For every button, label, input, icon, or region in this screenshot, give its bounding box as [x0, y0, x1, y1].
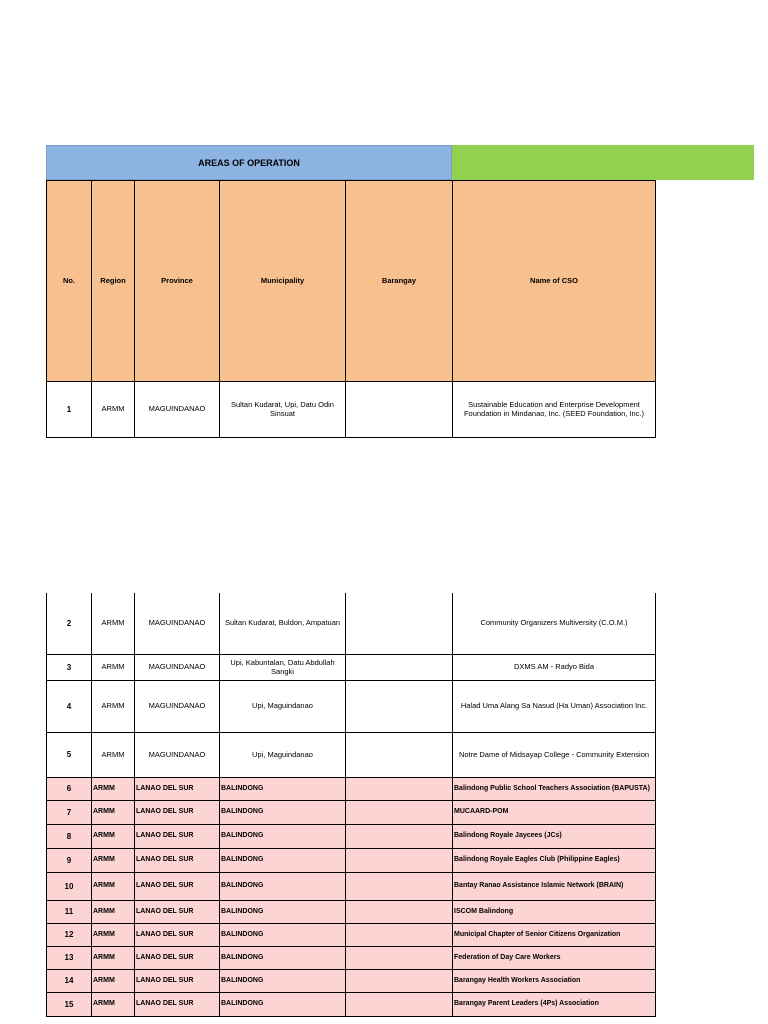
header-municipality: Municipality: [219, 180, 346, 382]
cell-province: LANAO DEL SUR: [134, 800, 220, 825]
cell-municipality: BALINDONG: [219, 848, 346, 873]
cell-barangay: [345, 872, 453, 901]
cell-cso: Balindong Royale Eagles Club (Philippine Eagles): [452, 848, 656, 873]
cell-region: ARMM: [91, 900, 135, 924]
cell-no: 12: [46, 923, 92, 947]
cell-municipality: BALINDONG: [219, 900, 346, 924]
cell-no: 8: [46, 824, 92, 849]
cell-no: 11: [46, 900, 92, 924]
cell-province: LANAO DEL SUR: [134, 900, 220, 924]
header-region: Region: [91, 180, 135, 382]
cell-municipality: BALINDONG: [219, 969, 346, 993]
cell-cso: MUCAARD-POM: [452, 800, 656, 825]
cell-region: ARMM: [91, 992, 135, 1017]
cell-region: ARMM: [91, 923, 135, 947]
cell-municipality: BALINDONG: [219, 824, 346, 849]
page-break-mask: [45, 591, 658, 593]
cell-cso: Notre Dame of Midsayap College - Community Extension: [452, 732, 656, 778]
areas-of-operation-banner: [46, 145, 452, 180]
cell-province: LANAO DEL SUR: [134, 923, 220, 947]
green-banner: [452, 145, 754, 180]
cell-region: ARMM: [91, 654, 135, 681]
cell-region: ARMM: [91, 381, 135, 438]
cell-cso: DXMS AM - Radyo Bida: [452, 654, 656, 681]
cell-region: ARMM: [91, 872, 135, 901]
cell-no: 10: [46, 872, 92, 901]
cell-barangay: [345, 900, 453, 924]
cell-province: LANAO DEL SUR: [134, 824, 220, 849]
cell-region: ARMM: [91, 946, 135, 970]
cell-barangay: [345, 992, 453, 1017]
cell-no: 6: [46, 777, 92, 801]
cell-cso: Balindong Royale Jaycees (JCs): [452, 824, 656, 849]
cell-municipality: Sultan Kudarat, Upi, Datu Odin Sinsuat: [219, 381, 346, 438]
cell-municipality: BALINDONG: [219, 777, 346, 801]
cell-no: 15: [46, 992, 92, 1017]
header-province: Province: [134, 180, 220, 382]
cell-region: ARMM: [91, 800, 135, 825]
cell-cso: Sustainable Education and Enterprise Development Foundation in Mindanao, Inc. (SEED Foundation, Inc.): [452, 381, 656, 438]
cell-province: LANAO DEL SUR: [134, 872, 220, 901]
cell-cso: Municipal Chapter of Senior Citizens Organization: [452, 923, 656, 947]
cell-barangay: [345, 381, 453, 438]
cell-cso: Federation of Day Care Workers: [452, 946, 656, 970]
cell-cso: Community Organizers Multiversity (C.O.M.): [452, 592, 656, 655]
cell-municipality: BALINDONG: [219, 800, 346, 825]
cell-province: MAGUINDANAO: [134, 592, 220, 655]
cell-barangay: [345, 848, 453, 873]
header-no: No.: [46, 180, 92, 382]
cell-cso: Barangay Parent Leaders (4Ps) Association: [452, 992, 656, 1017]
cell-municipality: Sultan Kudarat, Buldon, Ampatuan: [219, 592, 346, 655]
cell-cso: Bantay Ranao Assistance Islamic Network (BRAIN): [452, 872, 656, 901]
cell-municipality: Upi, Maguindanao: [219, 680, 346, 733]
cell-barangay: [345, 923, 453, 947]
cell-province: MAGUINDANAO: [134, 654, 220, 681]
cell-municipality: BALINDONG: [219, 872, 346, 901]
cell-no: 3: [46, 654, 92, 681]
cell-barangay: [345, 680, 453, 733]
cell-no: 4: [46, 680, 92, 733]
cell-province: MAGUINDANAO: [134, 732, 220, 778]
cell-no: 5: [46, 732, 92, 778]
cell-region: ARMM: [91, 969, 135, 993]
cell-region: ARMM: [91, 680, 135, 733]
cell-region: ARMM: [91, 732, 135, 778]
cell-no: 14: [46, 969, 92, 993]
cell-region: ARMM: [91, 824, 135, 849]
cell-barangay: [345, 732, 453, 778]
cell-region: ARMM: [91, 777, 135, 801]
cell-barangay: [345, 654, 453, 681]
cell-province: LANAO DEL SUR: [134, 946, 220, 970]
cell-cso: ISCOM Balindong: [452, 900, 656, 924]
cell-province: LANAO DEL SUR: [134, 969, 220, 993]
cell-province: LANAO DEL SUR: [134, 848, 220, 873]
cell-municipality: BALINDONG: [219, 923, 346, 947]
cell-province: MAGUINDANAO: [134, 680, 220, 733]
cell-no: 13: [46, 946, 92, 970]
cell-barangay: [345, 946, 453, 970]
cell-province: MAGUINDANAO: [134, 381, 220, 438]
cell-barangay: [345, 969, 453, 993]
cell-cso: Barangay Health Workers Association: [452, 969, 656, 993]
banner-label: AREAS OF OPERATION: [198, 157, 300, 168]
cell-barangay: [345, 592, 453, 655]
header-barangay: Barangay: [345, 180, 453, 382]
header-cso: Name of CSO: [452, 180, 656, 382]
cell-region: ARMM: [91, 848, 135, 873]
cell-barangay: [345, 777, 453, 801]
cell-cso: Halad Uma Alang Sa Nasud (Ha Uman) Association Inc.: [452, 680, 656, 733]
cell-barangay: [345, 824, 453, 849]
cell-no: 2: [46, 592, 92, 655]
cell-no: 7: [46, 800, 92, 825]
cell-province: LANAO DEL SUR: [134, 992, 220, 1017]
cell-cso: Balindong Public School Teachers Association (BAPUSTA): [452, 777, 656, 801]
cell-no: 1: [46, 381, 92, 438]
cell-region: ARMM: [91, 592, 135, 655]
cell-province: LANAO DEL SUR: [134, 777, 220, 801]
cell-municipality: BALINDONG: [219, 946, 346, 970]
cell-no: 9: [46, 848, 92, 873]
cell-barangay: [345, 800, 453, 825]
cell-municipality: Upi, Kabuntalan, Datu Abdullah Sangki: [219, 654, 346, 681]
cell-municipality: Upi, Maguindanao: [219, 732, 346, 778]
cell-municipality: BALINDONG: [219, 992, 346, 1017]
